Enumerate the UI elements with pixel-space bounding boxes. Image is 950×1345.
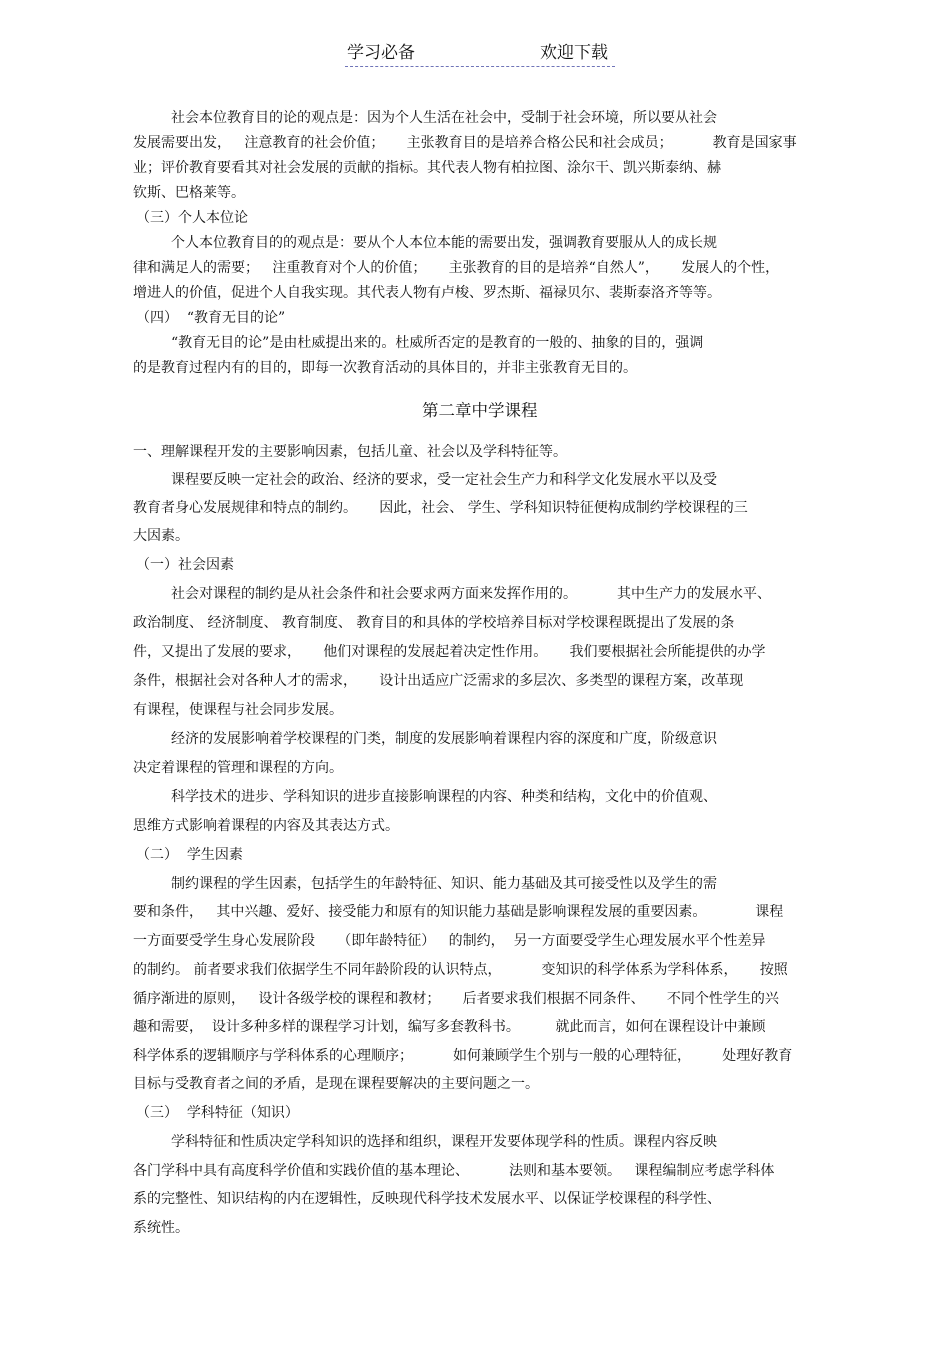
paragraph-line: 有课程，使课程与社会同步发展。 (133, 702, 343, 718)
paragraph-line: 件，又提出了发展的要求， 他们对课程的发展起着决定性作用。 我们要根据社会所能提供的办学 (133, 644, 766, 660)
paragraph-line: 科学体系的逻辑顺序与学科体系的心理顺序； 如何兼顾学生个别与一般的心理特征， 处理好教育 (133, 1048, 793, 1064)
paragraph-line: 科学技术的进步、学科知识的进步直接影响课程的内容、种类和结构，文化中的价值观、 (171, 789, 717, 805)
paragraph-line: 目标与受教育者之间的矛盾，是现在课程要解决的主要问题之一。 (133, 1076, 539, 1092)
paragraph-line: 的制约。 前者要求我们依据学生不同年龄阶段的认识特点， 变知识的科学体系为学科体系， 按照 (133, 962, 788, 978)
paragraph-line: 学科特征和性质决定学科知识的选择和组织，课程开发要体现学科的性质。课程内容反映 (171, 1134, 717, 1150)
paragraph-line: 钦斯、巴格莱等。 (133, 185, 245, 201)
paragraph-line: 律和满足人的需要； 注重教育对个人的价值； 主张教育的目的是培养“自然人”， 发展人的个性， (133, 260, 780, 276)
paragraph-line: “教育无目的论”是由杜威提出来的。杜威所否定的是教育的一般的、抽象的目的，强调 (171, 335, 704, 351)
paragraph-line: 思维方式影响着课程的内容及其表达方式。 (133, 818, 399, 834)
section-heading: 一、理解课程开发的主要影响因素，包括儿童、社会以及学科特征等。 (133, 444, 567, 460)
chapter-title: 第二章中学课程 (422, 401, 538, 420)
paragraph-line: 社会对课程的制约是从社会条件和社会要求两方面来发挥作用的。 其中生产力的发展水平、 (171, 586, 772, 602)
paragraph-line: 社会本位教育目的论的观点是：因为个人生活在社会中，受制于社会环境，所以要从社会 (171, 110, 717, 126)
paragraph-line: 系的完整性、知识结构的内在逻辑性，反映现代科学技术发展水平、以保证学校课程的科学性、 (133, 1191, 721, 1207)
header-left-text: 学习必备 (347, 43, 415, 63)
header-right-text: 欢迎下载 (540, 43, 608, 63)
paragraph-line: 个人本位教育目的的观点是：要从个人本位本能的需要出发，强调教育要服从人的成长规 (171, 235, 717, 251)
paragraph-line: 教育者身心发展规律和特点的制约。 因此，社会、 学生、学科知识特征便构成制约学校课程的三 (133, 500, 748, 516)
paragraph-line: 业；评价教育要看其对社会发展的贡献的指标。其代表人物有柏拉图、涂尔干、凯兴斯泰纳、赫 (133, 160, 721, 176)
section-heading: （三） 学科特征（知识） (136, 1105, 299, 1121)
section-heading: （一）社会因素 (136, 557, 234, 573)
paragraph-line: 趣和需要， 设计多种多样的课程学习计划，编写多套教科书。 就此而言，如何在课程设计中兼顾 (133, 1019, 766, 1035)
paragraph-line: 发展需要出发， 注意教育的社会价值； 主张教育目的是培养合格公民和社会成员； 教育是国家事 (133, 135, 797, 151)
paragraph-line: 大因素。 (133, 528, 189, 544)
paragraph-line: 一方面要受学生身心发展阶段 （即年龄特征） 的制约， 另一方面要受学生心理发展水平个性差异 (133, 933, 766, 949)
paragraph-line: 制约课程的学生因素，包括学生的年龄特征、知识、能力基础及其可接受性以及学生的需 (171, 876, 717, 892)
paragraph-line: 经济的发展影响着学校课程的门类，制度的发展影响着课程内容的深度和广度，阶级意识 (171, 731, 717, 747)
paragraph-line: 系统性。 (133, 1220, 189, 1236)
paragraph-line: 决定着课程的管理和课程的方向。 (133, 760, 343, 776)
section-heading: （二） 学生因素 (136, 847, 243, 863)
paragraph-line: 政治制度、 经济制度、 教育制度、 教育目的和具体的学校培养目标对学校课程既提出了发展的条 (133, 615, 735, 631)
paragraph-line: 要和条件， 其中兴趣、爱好、接受能力和原有的知识能力基础是影响课程发展的重要因素。 课程 (133, 904, 784, 920)
section-heading: （四） “教育无目的论” (136, 310, 286, 326)
paragraph-line: 的是教育过程内有的目的，即每一次教育活动的具体目的，并非主张教育无目的。 (133, 360, 637, 376)
paragraph-line: 循序渐进的原则， 设计各级学校的课程和教材； 后者要求我们根据不同条件、 不同个性学生的兴 (133, 991, 779, 1007)
page-header (345, 42, 615, 67)
paragraph-line: 条件，根据社会对各种人才的需求， 设计出适应广泛需求的多层次、多类型的课程方案，改革现 (133, 673, 744, 689)
paragraph-line: 增进人的价值，促进个人自我实现。其代表人物有卢梭、罗杰斯、福禄贝尔、裴斯泰洛齐等等。 (133, 285, 721, 301)
paragraph-line: 课程要反映一定社会的政治、经济的要求，受一定社会生产力和科学文化发展水平以及受 (171, 472, 717, 488)
section-heading: （三）个人本位论 (136, 210, 248, 226)
paragraph-line: 各门学科中具有高度科学价值和实践价值的基本理论、 法则和基本要领。 课程编制应考虑学科体 (133, 1163, 775, 1179)
